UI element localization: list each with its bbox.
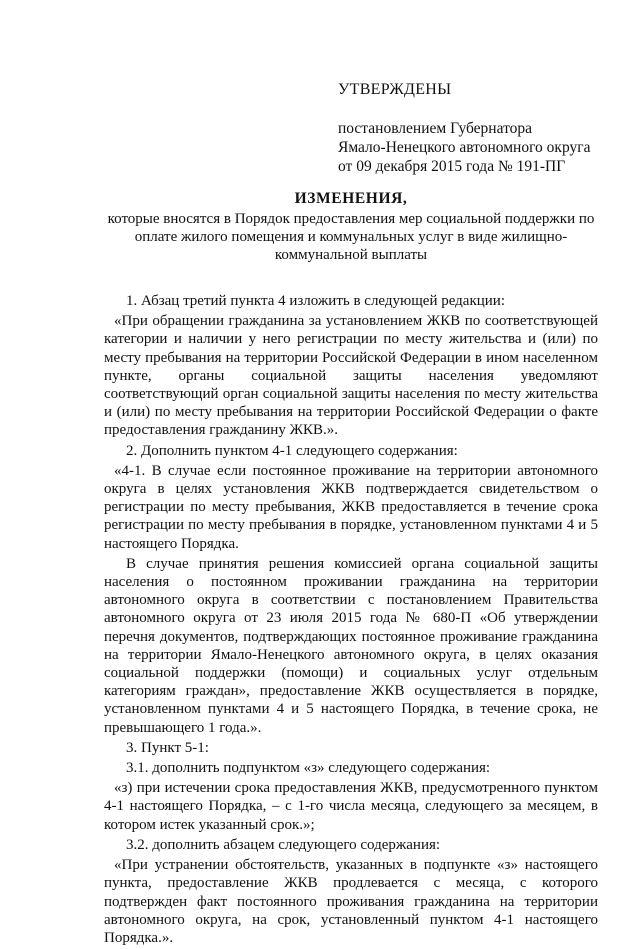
paragraph-quote-3: «з) при истечении срока предоставления ЖКВ, предусмотренного пунктом 4-1 настоящего Порядка, – с 1-го числа месяца, следующего за месяцем, в котором истек указанный срок.»; xyxy=(104,780,598,833)
paragraph-item-3-1: 3.1. дополнить подпунктом «з» следующего содержания: xyxy=(126,760,491,777)
document-title: ИЗМЕНЕНИЯ, xyxy=(294,190,408,207)
document-subtitle: которые вносятся в Порядок предоставления мер социальной поддержки по оплате жилого помещения и коммунальных услуг в виде жилищно-коммунальной выплаты xyxy=(107,211,595,263)
approval-stamp xyxy=(338,80,590,176)
approval-line-1: постановлением Губернатора xyxy=(338,120,533,137)
approval-line-3: от 09 декабря 2015 года № 191-ПГ xyxy=(338,158,566,175)
paragraph-item-3-2: 3.2. дополнить абзацем следующего содержания: xyxy=(126,836,441,853)
paragraph-item-3: 3. Пункт 5-1: xyxy=(126,739,209,756)
approval-heading: УТВЕРЖДЕНЫ xyxy=(338,81,452,98)
paragraph-quote-2-cont: В случае принятия решения комиссией органа социальной защиты населения о постоянном проживании гражданина на территории автономного округа в соответствии с постановлением Правительства автономного округа от 23 июля 2015 года № 680-П «Об утверждении перечня документов, подтверждающих постоянное проживание гражданина на территории Ямало-Ненецкого автономного округа, в целях оказания социальной поддержки (помощи) и социальных услуг отдельным категориям граждан», предоставление ЖКВ осуществляется в порядке, установленном пунктами 4 и 5 настоящего Порядка, в течение срока, не превышающего 1 года.». xyxy=(104,555,598,736)
paragraph-item-1: 1. Абзац третий пункта 4 изложить в следующей редакции: xyxy=(126,293,506,309)
paragraph-item-2: 2. Дополнить пунктом 4-1 следующего содержания: xyxy=(126,442,458,459)
paragraph-quote-1: «При обращении гражданина за установлением ЖКВ по соответствующей категории и наличии у него регистрации по месту жительства и (или) по месту пребывания на территории Российской Федерации в ином населенном пункте, органы социальной защиты населения уведомляют соответствующий орган социальной защиты населения по месту жительства и (или) по месту пребывания на территории Российской Федерации о факте предоставления гражданину ЖКВ.». xyxy=(104,313,598,439)
paragraph-quote-2: «4-1. В случае если постоянное проживание на территории автономного округа в целях установления ЖКВ подтверждается свидетельством о регистрации по месту пребывания, ЖКВ предоставляется в течение срока регистрации по месту пребывания в порядке, установленном пунктами 4 и 5 настоящего Порядка. xyxy=(104,462,598,552)
document-title-block xyxy=(104,190,598,264)
paragraph-quote-4: «При устранении обстоятельств, указанных в подпункте «з» настоящего пункта, предоставление ЖКВ продлевается с месяца, с которого подтвержден факт постоянного проживания гражданина на территории автономного округа, на срок, установленный пунктом 4-1 настоящего Порядка.». xyxy=(104,857,598,946)
approval-line-2: Ямало-Ненецкого автономного округа xyxy=(338,139,591,156)
document-body xyxy=(104,292,598,949)
